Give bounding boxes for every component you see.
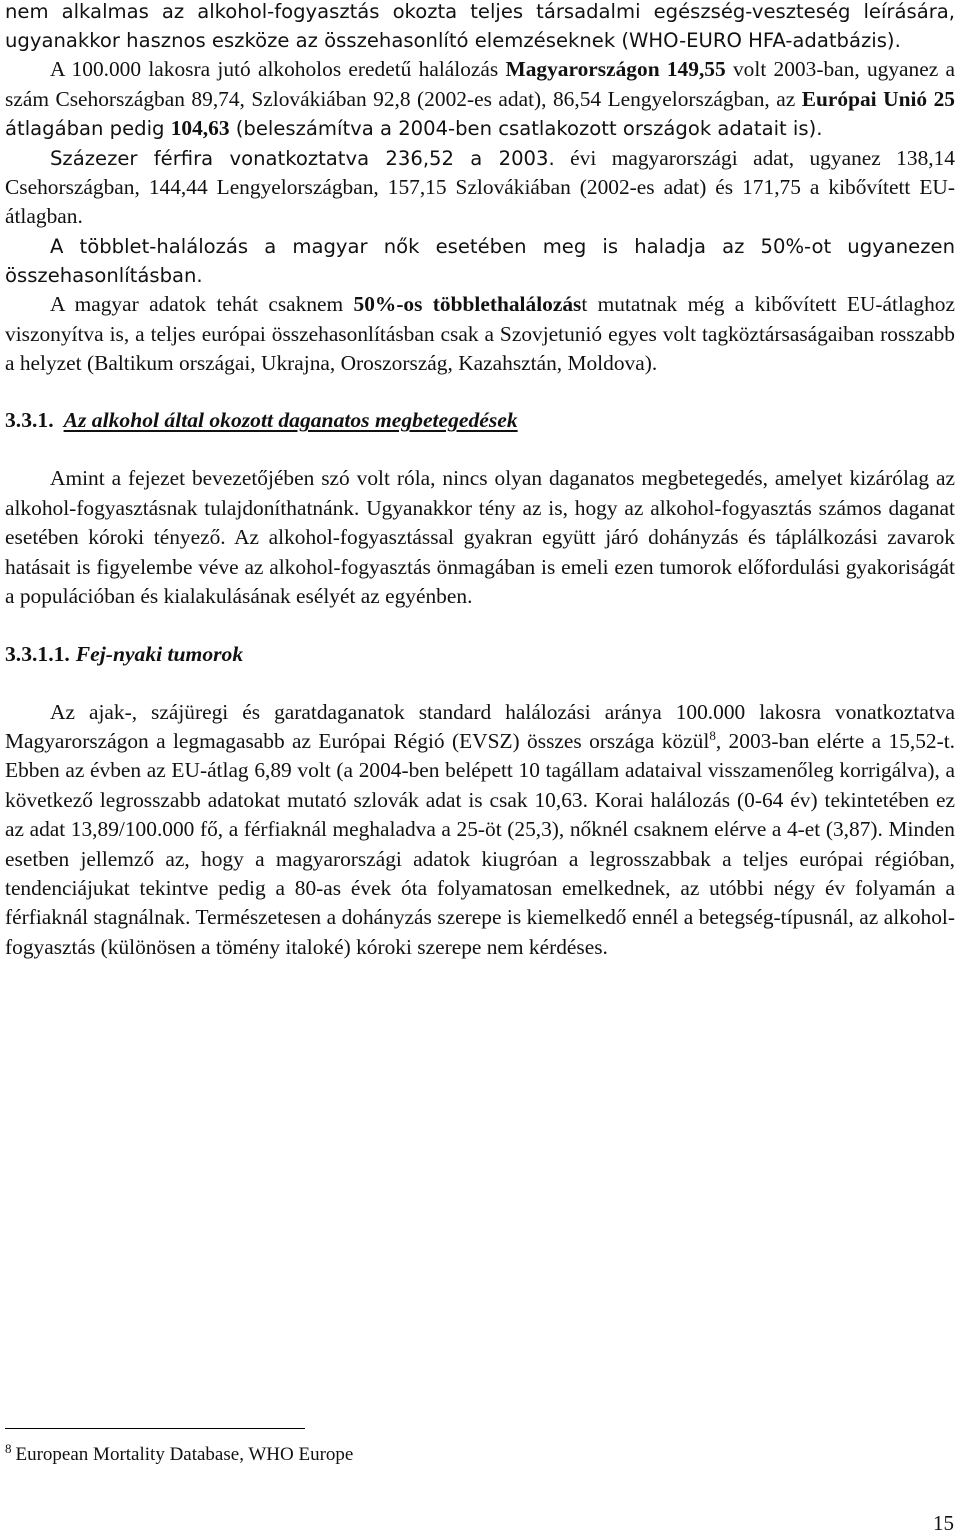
section-heading-3-3-1 [5,408,955,433]
text-span: volt 2003-ban, ugyanez a szám Csehországban 89,74, Szlovákiában 92,8 (2002-es adat), 86,54 Lengyelországban, az [5,57,956,111]
text-span: , 2003-ban elérte a 15,52-t. Ebben az évben az EU-átlag 6,89 volt (a 2004-ben belépett 10 tagállam adataival visszamenőleg korrigálva), a következő legrosszabb adatokat mutató szlovák adat is csak 10,63. Korai halálozás (0-64 év) tekintetében ez az adat 13,89/100.000 fő, a férfiaknál meghaladva a 25-öt (25,3), nőknél csaknem elérve a 4-et (3,87). Minden esetben jellemző az, hogy a magyarországi adatok kiugróan a legrosszabbak a teljes európai régióban, tendenciájukat tekintve pedig a 80-as évek óta folyamatosan emelkednek, az utóbbi négy év folyamán a férfiaknál stagnálnak. Természetesen a dohányzás szerepe is kiemelkedő ennél a betegség-típusnál, az alkohol-fogyasztás (különösen a tömény italoké) kóroki szerepe nem kérdéses. [5,728,956,959]
section-title: Az alkohol által okozott daganatos megbetegedések [63,408,518,433]
intro-text: nem alkalmas az alkohol-fogyasztás okozta teljes társadalmi egészség-veszteség leírására, ugyanakkor hasznos eszköze az összehasonlító elemzéseknek (WHO-EURO HFA-adatbázis). [5,0,955,53]
bold-eu-value: 104,63 [170,116,230,141]
footnote-text: European Mortality Database, WHO Europe [15,1444,354,1465]
text-span: A 100.000 lakosra jutó alkoholos eredetű halálozás [50,57,506,82]
section-number: 3.3.1.1. [5,641,70,666]
section-number: 3.3.1. [5,408,54,433]
paragraph-intro [5,0,955,55]
text-span: átlagában pedig [5,117,171,141]
bold-excess-mortality: 50%-os többlethalálozás [353,292,582,317]
page-content [5,0,955,962]
footnote-number: 8 [5,1441,12,1456]
text-span: Az ajak-, szájüregi és garatdaganatok standard halálozási aránya 100.000 lakosra vonatkoztatva Magyarországon a legmagasabb az Európai Régió (EVSZ) összes országa közül [5,699,955,753]
footnote-reference: 8 [709,727,716,743]
text-span: t mutatnak még a kibővített EU-átlaghoz viszonyítva is, a teljes európai összehasonlításban csak a Szovjetunió egyes volt tagköztársaságaiban rosszabb a helyzet (Baltikum országai, Ukrajna, Oroszország, Kazahsztán, Moldova). [5,292,956,376]
bold-eu25: Európai Unió 25 [801,86,955,111]
paragraph-cancer-intro [5,464,955,611]
text-span: A többlet-halálozás a magyar nők esetében meg is haladja az 50%-ot ugyanezen összehasonlításban. [5,234,955,288]
footnote [5,1441,353,1466]
text-span: Százezer férfira vonatkoztatva 236,52 a 2003. [50,146,555,170]
bold-hungary-value: Magyarországon 149,55 [505,57,726,82]
text-span: A magyar adatok tehát csaknem [50,292,354,317]
section-title: Fej-nyaki tumorok [75,641,244,666]
page-number: 15 [933,1511,954,1535]
paragraph-women [5,232,955,290]
text-span: évi magyarországi adat, ugyanez 138,14 Csehországban, 144,44 Lengyelországban, 157,15 Szlovákiában (2002-es adat) és 171,75 a kibővített EU-átlagban. [5,145,956,229]
text-span: Amint a fejezet bevezetőjében szó volt róla, nincs olyan daganatos megbetegedés, amelyet kizárólag az alkohol-fogyasztásnak tulajdoníthatnánk. Ugyanakkor tény az is, hogy az alkohol-fogyasztás számos daganat esetében kóroki tényező. Az alkohol-fogyasztással gyakran együtt járó dohányzás és táplálkozási zavarok hatásait is figyelembe véve az alkohol-fogyasztás önmagában is emeli ezen tumorok előfordulási gyakoriságát a populációban és kialakulásának esélyét az egyénben. [5,466,955,609]
paragraph-excess-mortality [5,290,955,378]
footnote-divider [5,1428,305,1429]
paragraph-hungary-mortality [5,55,955,143]
paragraph-men [5,144,955,232]
section-heading-3-3-1-1 [5,642,955,667]
paragraph-head-neck [5,698,955,963]
text-span: (beleszámítva a 2004-ben csatlakozott országok adatait is). [229,117,823,141]
